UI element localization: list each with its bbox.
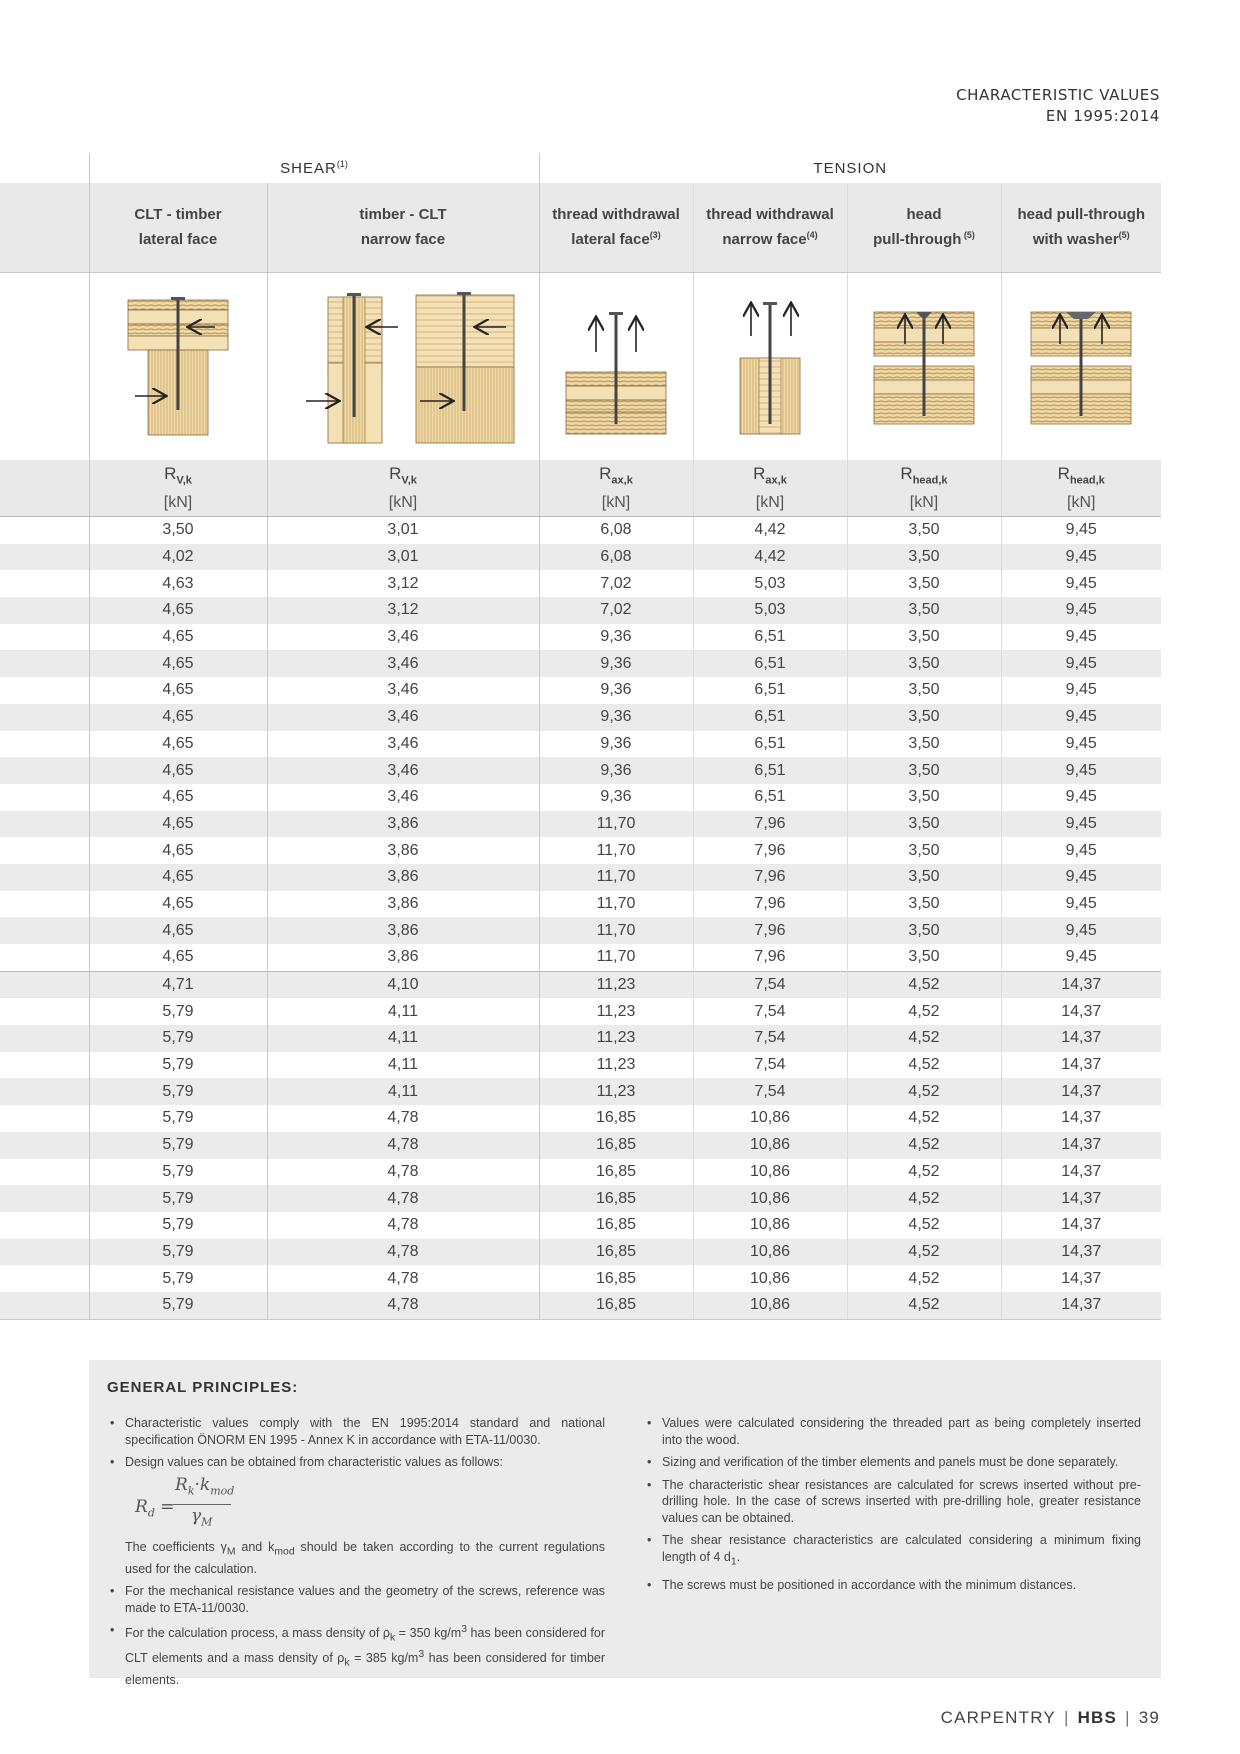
- table-cell: 5,03: [693, 570, 847, 597]
- table-cell: 7,96: [693, 891, 847, 918]
- table-cell: 16,85: [539, 1239, 693, 1266]
- list-item: • For the mechanical resistance values and the geometry of the screws, reference was made to ETA-11/0030.: [107, 1583, 605, 1616]
- table-row: [0, 544, 1161, 571]
- table-cell: 4,65: [89, 864, 267, 891]
- footer-section: CARPENTRY: [940, 1708, 1056, 1727]
- table-cell: 11,23: [539, 971, 693, 998]
- table-row: [0, 517, 1161, 544]
- table-cell: 10,86: [693, 1159, 847, 1186]
- table-cell: 3,86: [267, 837, 539, 864]
- table-cell: 7,54: [693, 1052, 847, 1079]
- table-cell: 3,12: [267, 570, 539, 597]
- table-cell: 11,23: [539, 1025, 693, 1052]
- table-cell: 4,52: [847, 1052, 1001, 1079]
- table-cell: 4,65: [89, 650, 267, 677]
- table-cell: 11,23: [539, 1052, 693, 1079]
- row-lead-cell: [0, 570, 89, 597]
- row-lead-cell: [0, 544, 89, 571]
- table-cell: 9,36: [539, 731, 693, 758]
- table-row: [0, 1078, 1161, 1105]
- table-cell: 4,11: [267, 1078, 539, 1105]
- table-cell: 3,46: [267, 650, 539, 677]
- row-lead-cell: [0, 624, 89, 651]
- row-lead-cell: [0, 917, 89, 944]
- table-cell: 9,45: [1001, 864, 1161, 891]
- head-pull-through-diagram: [847, 273, 1001, 461]
- table-cell: 7,96: [693, 811, 847, 838]
- table-cell: 3,50: [847, 864, 1001, 891]
- table-cell: 4,65: [89, 597, 267, 624]
- row-lead-cell: [0, 971, 89, 998]
- table-cell: 5,79: [89, 1132, 267, 1159]
- list-item: • Sizing and verification of the timber elements and panels must be done separately.: [644, 1454, 1141, 1471]
- table-row: [0, 784, 1161, 811]
- table-cell: 10,86: [693, 1105, 847, 1132]
- table-cell: 3,46: [267, 624, 539, 651]
- table-cell: 14,37: [1001, 1159, 1161, 1186]
- table-cell: 4,78: [267, 1265, 539, 1292]
- table-cell: 7,96: [693, 944, 847, 971]
- table-cell: 3,50: [847, 811, 1001, 838]
- table-row: [0, 837, 1161, 864]
- table-cell: 5,79: [89, 1239, 267, 1266]
- table-cell: 4,42: [693, 544, 847, 571]
- table-cell: 4,52: [847, 1159, 1001, 1186]
- table-cell: 10,86: [693, 1265, 847, 1292]
- table-cell: 4,65: [89, 784, 267, 811]
- table-cell: 4,10: [267, 971, 539, 998]
- table-cell: 9,45: [1001, 917, 1161, 944]
- min-fixing-note: • The shear resistance characteristics are calculated considering a minimum fixing length of 4 $d_1$.: [644, 1532, 1141, 1571]
- table-row: [0, 757, 1161, 784]
- table-cell: 10,86: [693, 1185, 847, 1212]
- general-principles-right-list: [644, 1415, 1141, 1599]
- unit-cell: [kN]: [267, 490, 539, 517]
- table-cell: 3,50: [847, 731, 1001, 758]
- table-cell: 4,52: [847, 1212, 1001, 1239]
- table-cell: 4,52: [847, 1292, 1001, 1319]
- row-lead-cell: [0, 650, 89, 677]
- table-cell: 11,70: [539, 944, 693, 971]
- density-note: • For the calculation process, a mass density of $\rho_k = 350$ $kg/m^3$ has been considered for CLT elements and a mass density of $\rho_k = 385$ $kg/m^3$ has been considered for timber elements.: [107, 1622, 605, 1689]
- table-row: [0, 1265, 1161, 1292]
- group-header-row: [0, 153, 1161, 183]
- footer-product: HBS: [1077, 1708, 1118, 1727]
- table-row: [0, 624, 1161, 651]
- table-row: [0, 917, 1161, 944]
- symbol-cell: $R_{ax,k}$: [539, 460, 693, 490]
- table-cell: 14,37: [1001, 971, 1161, 998]
- table-cell: 4,11: [267, 1025, 539, 1052]
- table-cell: 11,70: [539, 837, 693, 864]
- table-cell: 3,86: [267, 864, 539, 891]
- col-header-withdrawal-narrow: thread withdrawal narrow face$^{(4)}$: [693, 183, 847, 273]
- table-cell: 11,70: [539, 891, 693, 918]
- table-cell: 3,50: [847, 891, 1001, 918]
- row-lead-cell: [0, 1025, 89, 1052]
- table-row: [0, 570, 1161, 597]
- table-row: [0, 1185, 1161, 1212]
- table-cell: 7,02: [539, 570, 693, 597]
- table-cell: 9,45: [1001, 784, 1161, 811]
- table-cell: 9,36: [539, 624, 693, 651]
- col-header-withdrawal-lateral: thread withdrawal lateral face$^{(3)}$: [539, 183, 693, 273]
- table-cell: 16,85: [539, 1265, 693, 1292]
- table-row: [0, 1212, 1161, 1239]
- symbol-cell: $R_{head,k}$: [847, 460, 1001, 490]
- table-cell: 3,50: [847, 837, 1001, 864]
- table-cell: 4,52: [847, 1105, 1001, 1132]
- table-cell: 4,52: [847, 1025, 1001, 1052]
- table-cell: 9,45: [1001, 811, 1161, 838]
- symbol-cell: $R_{head,k}$: [1001, 460, 1161, 490]
- table-cell: 14,37: [1001, 1052, 1161, 1079]
- table-cell: 3,46: [267, 784, 539, 811]
- design-formula: $R_d$ = $R_k\cdot k_{mod}$ $\gamma_M$: [135, 1474, 235, 1528]
- list-item: • The screws must be positioned in accordance with the minimum distances.: [644, 1577, 1141, 1594]
- table-cell: 11,70: [539, 864, 693, 891]
- table-cell: 4,11: [267, 1052, 539, 1079]
- table-cell: 16,85: [539, 1132, 693, 1159]
- tension-group-header: TENSION: [539, 153, 1161, 183]
- table-cell: 9,45: [1001, 650, 1161, 677]
- table-cell: 7,96: [693, 837, 847, 864]
- table-cell: 4,52: [847, 1185, 1001, 1212]
- table-cell: 16,85: [539, 1212, 693, 1239]
- row-lead-cell: [0, 1212, 89, 1239]
- table-cell: 4,65: [89, 731, 267, 758]
- table-cell: 5,79: [89, 1105, 267, 1132]
- unit-cell: [kN]: [89, 490, 267, 517]
- col-header-head-pull-through: head pull-through $^{(5)}$: [847, 183, 1001, 273]
- symbol-cell: $R_{ax,k}$: [693, 460, 847, 490]
- table-cell: 3,50: [847, 917, 1001, 944]
- table-cell: 3,46: [267, 757, 539, 784]
- row-lead-cell: [0, 731, 89, 758]
- table-cell: 14,37: [1001, 1078, 1161, 1105]
- table-cell: 3,46: [267, 704, 539, 731]
- general-principles-title: GENERAL PRINCIPLES:: [107, 1379, 299, 1396]
- table-cell: 9,45: [1001, 704, 1161, 731]
- table-cell: 4,71: [89, 971, 267, 998]
- table-cell: 3,12: [267, 597, 539, 624]
- table-cell: 14,37: [1001, 1292, 1161, 1319]
- table-cell: 4,65: [89, 704, 267, 731]
- table-cell: 7,54: [693, 998, 847, 1025]
- row-lead-cell: [0, 1132, 89, 1159]
- table-cell: 5,79: [89, 1159, 267, 1186]
- table-cell: 6,08: [539, 544, 693, 571]
- table-cell: 9,36: [539, 650, 693, 677]
- table-cell: 5,79: [89, 998, 267, 1025]
- unit-cell: [kN]: [1001, 490, 1161, 517]
- table-cell: 6,51: [693, 624, 847, 651]
- table-cell: 3,46: [267, 677, 539, 704]
- table-cell: 4,65: [89, 891, 267, 918]
- table-cell: 16,85: [539, 1292, 693, 1319]
- table-cell: 4,78: [267, 1239, 539, 1266]
- table-cell: 3,50: [847, 704, 1001, 731]
- table-cell: 9,45: [1001, 624, 1161, 651]
- table-cell: 4,65: [89, 677, 267, 704]
- table-cell: 9,45: [1001, 544, 1161, 571]
- table-cell: 11,23: [539, 998, 693, 1025]
- table-row: [0, 1105, 1161, 1132]
- table-cell: 7,96: [693, 864, 847, 891]
- table-cell: 9,36: [539, 704, 693, 731]
- table-cell: 3,86: [267, 917, 539, 944]
- table-row: [0, 597, 1161, 624]
- table-row: [0, 891, 1161, 918]
- table-row: [0, 650, 1161, 677]
- table-cell: 3,50: [847, 650, 1001, 677]
- head-pull-washer-diagram: [1001, 273, 1161, 461]
- table-cell: 14,37: [1001, 998, 1161, 1025]
- row-lead-cell: [0, 837, 89, 864]
- table-cell: 10,86: [693, 1292, 847, 1319]
- col-header-clt-timber: CLT - timber lateral face: [89, 183, 267, 273]
- table-cell: 4,63: [89, 570, 267, 597]
- table-cell: 4,78: [267, 1185, 539, 1212]
- table-cell: 7,54: [693, 1078, 847, 1105]
- row-lead-cell: [0, 1239, 89, 1266]
- row-lead-cell: [0, 944, 89, 971]
- table-cell: 6,51: [693, 704, 847, 731]
- table-cell: 3,50: [847, 677, 1001, 704]
- table-cell: 5,79: [89, 1025, 267, 1052]
- page-footer: CARPENTRY | HBS | 39: [940, 1708, 1160, 1727]
- table-cell: 3,50: [847, 757, 1001, 784]
- table-cell: 4,52: [847, 1078, 1001, 1105]
- table-cell: 9,45: [1001, 944, 1161, 971]
- table-cell: 4,65: [89, 837, 267, 864]
- table-cell: 4,78: [267, 1159, 539, 1186]
- table-cell: 4,52: [847, 1132, 1001, 1159]
- row-lead-cell: [0, 757, 89, 784]
- row-lead-cell: [0, 811, 89, 838]
- page-header: [956, 85, 1160, 127]
- table-cell: 4,42: [693, 517, 847, 544]
- table-body: [0, 517, 1161, 1320]
- table-cell: 3,01: [267, 544, 539, 571]
- table-cell: 10,86: [693, 1212, 847, 1239]
- table-row: [0, 864, 1161, 891]
- table-cell: 5,79: [89, 1292, 267, 1319]
- row-lead-cell: [0, 1078, 89, 1105]
- table-cell: 5,79: [89, 1078, 267, 1105]
- list-item: • Design values can be obtained from characteristic values as follows:: [107, 1454, 605, 1471]
- table-cell: 10,86: [693, 1239, 847, 1266]
- table-cell: 3,50: [847, 570, 1001, 597]
- table-cell: 9,45: [1001, 517, 1161, 544]
- unit-cell: [kN]: [847, 490, 1001, 517]
- table-cell: 5,79: [89, 1212, 267, 1239]
- table-cell: 3,50: [847, 624, 1001, 651]
- table-cell: 4,02: [89, 544, 267, 571]
- row-lead-cell: [0, 1185, 89, 1212]
- row-lead-cell: [0, 677, 89, 704]
- table-cell: 3,50: [847, 517, 1001, 544]
- row-lead-cell: [0, 1265, 89, 1292]
- table-cell: 4,65: [89, 917, 267, 944]
- row-lead-cell: [0, 1292, 89, 1319]
- table-cell: 4,78: [267, 1105, 539, 1132]
- table-row: [0, 1159, 1161, 1186]
- table-cell: 6,08: [539, 517, 693, 544]
- table-cell: 16,85: [539, 1105, 693, 1132]
- table-cell: 3,50: [89, 517, 267, 544]
- row-lead-cell: [0, 891, 89, 918]
- table-cell: 9,45: [1001, 757, 1161, 784]
- withdrawal-lateral-diagram: [539, 273, 693, 461]
- table-row: [0, 1052, 1161, 1079]
- unit-cell: [kN]: [539, 490, 693, 517]
- table-cell: 9,45: [1001, 597, 1161, 624]
- table-cell: 14,37: [1001, 1265, 1161, 1292]
- row-lead-cell: [0, 1159, 89, 1186]
- table-cell: 6,51: [693, 757, 847, 784]
- table-cell: 14,37: [1001, 1185, 1161, 1212]
- row-lead-cell: [0, 517, 89, 544]
- shear-timber-clt-diagram: [267, 273, 539, 461]
- table-cell: 4,78: [267, 1212, 539, 1239]
- symbol-cell: $R_{V,k}$: [89, 460, 267, 490]
- symbol-cell: $R_{V,k}$: [267, 460, 539, 490]
- table-cell: 5,79: [89, 1052, 267, 1079]
- table-cell: 14,37: [1001, 1105, 1161, 1132]
- unit-cell: [kN]: [693, 490, 847, 517]
- col-header-timber-clt: timber - CLT narrow face: [267, 183, 539, 273]
- table-cell: 7,02: [539, 597, 693, 624]
- table-cell: 7,54: [693, 971, 847, 998]
- table-cell: 3,50: [847, 597, 1001, 624]
- table-cell: 9,45: [1001, 891, 1161, 918]
- table-cell: 14,37: [1001, 1239, 1161, 1266]
- unit-row: [0, 490, 1161, 517]
- page-number: 39: [1138, 1708, 1160, 1727]
- list-item: • Values were calculated considering the threaded part as being completely inserted into the wood.: [644, 1415, 1141, 1448]
- table-cell: 9,36: [539, 784, 693, 811]
- table-cell: 11,23: [539, 1078, 693, 1105]
- table-row: [0, 731, 1161, 758]
- table-cell: 16,85: [539, 1185, 693, 1212]
- row-lead-cell: [0, 864, 89, 891]
- table-row: [0, 677, 1161, 704]
- row-lead-cell: [0, 597, 89, 624]
- table-cell: 9,45: [1001, 677, 1161, 704]
- table-row: [0, 1239, 1161, 1266]
- characteristic-values-table: [0, 153, 1161, 1320]
- table-cell: 11,70: [539, 811, 693, 838]
- general-principles-left-list: [107, 1415, 605, 1695]
- table-cell: 9,45: [1001, 731, 1161, 758]
- table-cell: 3,86: [267, 811, 539, 838]
- table-cell: 9,36: [539, 757, 693, 784]
- table-cell: 4,52: [847, 998, 1001, 1025]
- table-row: [0, 998, 1161, 1025]
- table-cell: 4,78: [267, 1132, 539, 1159]
- table-cell: 7,96: [693, 917, 847, 944]
- table-cell: 9,45: [1001, 837, 1161, 864]
- table-cell: 11,70: [539, 917, 693, 944]
- shear-clt-timber-diagram: [89, 273, 267, 461]
- table-cell: 6,51: [693, 677, 847, 704]
- list-item: • The characteristic shear resistances are calculated for screws inserted without pre-drilling hole. In the case of screws inserted with pre-drilling hole, greater resistance values can be obtained.: [644, 1477, 1141, 1527]
- table-row: [0, 971, 1161, 998]
- column-header-row: [0, 183, 1161, 273]
- table-cell: 3,01: [267, 517, 539, 544]
- table-cell: 16,85: [539, 1159, 693, 1186]
- table-cell: 4,65: [89, 811, 267, 838]
- table-cell: 14,37: [1001, 1212, 1161, 1239]
- table-cell: 4,52: [847, 1265, 1001, 1292]
- list-item: • Characteristic values comply with the EN 1995:2014 standard and national specification ÖNORM EN 1995 - Annex K in accordance with ETA-11/0030.: [107, 1415, 605, 1448]
- table-cell: 9,45: [1001, 570, 1161, 597]
- table-row: [0, 1292, 1161, 1319]
- table-row: [0, 1132, 1161, 1159]
- table-row: [0, 811, 1161, 838]
- table-cell: 5,79: [89, 1265, 267, 1292]
- table-cell: 4,65: [89, 944, 267, 971]
- table-cell: 9,36: [539, 677, 693, 704]
- table-cell: 3,86: [267, 891, 539, 918]
- table-cell: 3,86: [267, 944, 539, 971]
- table-cell: 4,11: [267, 998, 539, 1025]
- header-line-2: EN 1995:2014: [1045, 107, 1160, 125]
- table-cell: 3,50: [847, 784, 1001, 811]
- table-cell: 14,37: [1001, 1025, 1161, 1052]
- table-cell: 4,78: [267, 1292, 539, 1319]
- row-lead-cell: [0, 784, 89, 811]
- shear-group-header: SHEAR$^{(1)}$: [89, 153, 539, 183]
- table-cell: 14,37: [1001, 1132, 1161, 1159]
- table-row: [0, 704, 1161, 731]
- table-cell: 10,86: [693, 1132, 847, 1159]
- symbol-row: [0, 460, 1161, 490]
- table-cell: 7,54: [693, 1025, 847, 1052]
- table-cell: 6,51: [693, 650, 847, 677]
- table-cell: 5,79: [89, 1185, 267, 1212]
- table-cell: 3,50: [847, 544, 1001, 571]
- table-cell: 3,46: [267, 731, 539, 758]
- coefficients-note: The coefficients $\gamma_M$ and $k_{mod}$ should be taken according to the current regulations used for the calculation.: [125, 1539, 605, 1576]
- row-lead-cell: [0, 998, 89, 1025]
- table-cell: 4,65: [89, 757, 267, 784]
- table-cell: 4,65: [89, 624, 267, 651]
- table-cell: 4,52: [847, 1239, 1001, 1266]
- row-lead-cell: [0, 1052, 89, 1079]
- diagram-row: [0, 273, 1161, 461]
- col-header-head-pull-washer: head pull-through with washer$^{(5)}$: [1001, 183, 1161, 273]
- row-lead-cell: [0, 1105, 89, 1132]
- table-cell: 3,50: [847, 944, 1001, 971]
- general-principles-box: [89, 1360, 1161, 1688]
- withdrawal-narrow-diagram: [693, 273, 847, 461]
- table-cell: 5,03: [693, 597, 847, 624]
- table-row: [0, 944, 1161, 971]
- table-row: [0, 1025, 1161, 1052]
- table-cell: 4,52: [847, 971, 1001, 998]
- table-cell: 6,51: [693, 731, 847, 758]
- table-cell: 6,51: [693, 784, 847, 811]
- row-lead-cell: [0, 704, 89, 731]
- header-line-1: CHARACTERISTIC VALUES: [956, 86, 1160, 104]
